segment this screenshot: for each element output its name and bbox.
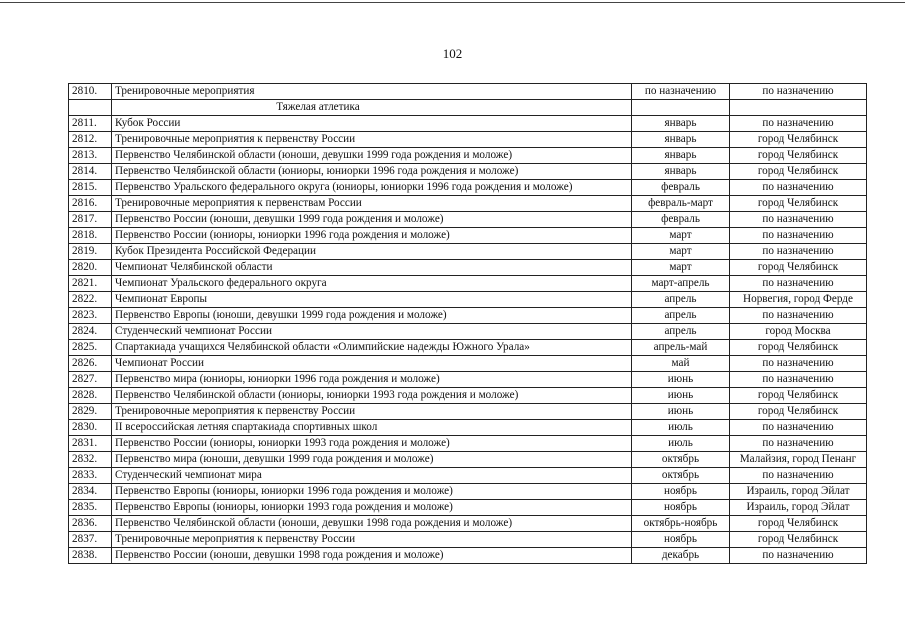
events-table-body bbox=[69, 84, 867, 564]
table-row bbox=[69, 548, 867, 564]
event-name: Первенство Европы (юниоры, юниорки 1993 года рождения и моложе) bbox=[112, 500, 632, 516]
page-number: 102 bbox=[442, 46, 463, 61]
row-number: 2815. bbox=[69, 180, 112, 196]
event-date: ноябрь bbox=[632, 532, 730, 548]
row-number: 2814. bbox=[69, 164, 112, 180]
event-name: Первенство мира (юноши, девушки 1999 года рождения и моложе) bbox=[112, 452, 632, 468]
event-place: по назначению bbox=[730, 548, 867, 564]
table-row bbox=[69, 356, 867, 372]
event-place: по назначению bbox=[730, 228, 867, 244]
event-date: декабрь bbox=[632, 548, 730, 564]
event-name: Кубок Президента Российской Федерации bbox=[112, 244, 632, 260]
table-row bbox=[69, 260, 867, 276]
event-place: город Челябинск bbox=[730, 532, 867, 548]
table-row bbox=[69, 164, 867, 180]
event-date: февраль bbox=[632, 180, 730, 196]
event-name: Тренировочные мероприятия к первенству России bbox=[112, 532, 632, 548]
event-date: март-апрель bbox=[632, 276, 730, 292]
event-date: по назначению bbox=[632, 84, 730, 100]
row-number: 2810. bbox=[69, 84, 112, 100]
event-place: Израиль, город Эйлат bbox=[730, 484, 867, 500]
event-place: по назначению bbox=[730, 372, 867, 388]
row-number: 2837. bbox=[69, 532, 112, 548]
event-place: по назначению bbox=[730, 308, 867, 324]
row-number: 2825. bbox=[69, 340, 112, 356]
event-place: по назначению bbox=[730, 436, 867, 452]
event-place: город Челябинск bbox=[730, 516, 867, 532]
event-name: Чемпионат Европы bbox=[112, 292, 632, 308]
row-number: 2821. bbox=[69, 276, 112, 292]
table-row bbox=[69, 420, 867, 436]
event-name: Чемпионат Уральского федерального округа bbox=[112, 276, 632, 292]
event-place: город Челябинск bbox=[730, 196, 867, 212]
table-row bbox=[69, 516, 867, 532]
event-date: май bbox=[632, 356, 730, 372]
table-row bbox=[69, 196, 867, 212]
row-number: 2819. bbox=[69, 244, 112, 260]
event-name: Первенство Челябинской области (юниоры, юниорки 1993 года рождения и моложе) bbox=[112, 388, 632, 404]
table-row bbox=[69, 116, 867, 132]
event-name: Первенство Челябинской области (юноши, девушки 1998 года рождения и моложе) bbox=[112, 516, 632, 532]
table-row bbox=[69, 308, 867, 324]
row-number: 2813. bbox=[69, 148, 112, 164]
event-place: по назначению bbox=[730, 180, 867, 196]
row-number: 2833. bbox=[69, 468, 112, 484]
event-date: январь bbox=[632, 148, 730, 164]
table-row bbox=[69, 180, 867, 196]
section-blank-cell bbox=[730, 100, 867, 116]
event-date: октябрь-ноябрь bbox=[632, 516, 730, 532]
row-number: 2832. bbox=[69, 452, 112, 468]
event-place: город Челябинск bbox=[730, 148, 867, 164]
table-row bbox=[69, 452, 867, 468]
event-name: Кубок России bbox=[112, 116, 632, 132]
row-number: 2823. bbox=[69, 308, 112, 324]
table-row bbox=[69, 324, 867, 340]
event-name: Студенческий чемпионат России bbox=[112, 324, 632, 340]
event-date: март bbox=[632, 260, 730, 276]
event-place: по назначению bbox=[730, 356, 867, 372]
table-row bbox=[69, 148, 867, 164]
event-date: июнь bbox=[632, 372, 730, 388]
event-date: июль bbox=[632, 436, 730, 452]
section-blank-cell bbox=[69, 100, 112, 116]
event-date: январь bbox=[632, 116, 730, 132]
event-date: январь bbox=[632, 164, 730, 180]
event-date: апрель bbox=[632, 324, 730, 340]
events-table bbox=[68, 83, 867, 564]
row-number: 2812. bbox=[69, 132, 112, 148]
event-place: по назначению bbox=[730, 84, 867, 100]
event-date: октябрь bbox=[632, 452, 730, 468]
row-number: 2816. bbox=[69, 196, 112, 212]
event-name: Тренировочные мероприятия к первенству России bbox=[112, 132, 632, 148]
row-number: 2831. bbox=[69, 436, 112, 452]
event-place: город Москва bbox=[730, 324, 867, 340]
section-title: Тяжелая атлетика bbox=[112, 100, 632, 116]
row-number: 2817. bbox=[69, 212, 112, 228]
row-number: 2834. bbox=[69, 484, 112, 500]
event-date: ноябрь bbox=[632, 500, 730, 516]
event-date: июнь bbox=[632, 388, 730, 404]
row-number: 2824. bbox=[69, 324, 112, 340]
event-place: по назначению bbox=[730, 468, 867, 484]
table-row bbox=[69, 484, 867, 500]
event-name: Тренировочные мероприятия к первенствам России bbox=[112, 196, 632, 212]
event-name: Первенство Челябинской области (юноши, девушки 1999 года рождения и моложе) bbox=[112, 148, 632, 164]
row-number: 2835. bbox=[69, 500, 112, 516]
event-place: по назначению bbox=[730, 276, 867, 292]
event-place: Норвегия, город Ферде bbox=[730, 292, 867, 308]
event-place: город Челябинск bbox=[730, 388, 867, 404]
event-place: город Челябинск bbox=[730, 340, 867, 356]
event-date: февраль bbox=[632, 212, 730, 228]
table-row bbox=[69, 276, 867, 292]
table-row bbox=[69, 468, 867, 484]
row-number: 2830. bbox=[69, 420, 112, 436]
event-name: Первенство России (юноши, девушки 1999 года рождения и моложе) bbox=[112, 212, 632, 228]
table-row bbox=[69, 84, 867, 100]
event-place: по назначению bbox=[730, 116, 867, 132]
event-name: Первенство России (юниоры, юниорки 1993 года рождения и моложе) bbox=[112, 436, 632, 452]
top-rule bbox=[0, 2, 905, 3]
event-name: Чемпионат России bbox=[112, 356, 632, 372]
event-date: октябрь bbox=[632, 468, 730, 484]
event-name: Первенство мира (юниоры, юниорки 1996 года рождения и моложе) bbox=[112, 372, 632, 388]
table-row bbox=[69, 388, 867, 404]
event-name: Спартакиада учащихся Челябинской области «Олимпийские надежды Южного Урала» bbox=[112, 340, 632, 356]
row-number: 2820. bbox=[69, 260, 112, 276]
event-place: по назначению bbox=[730, 420, 867, 436]
event-date: апрель bbox=[632, 292, 730, 308]
event-name: Тренировочные мероприятия к первенству России bbox=[112, 404, 632, 420]
table-row bbox=[69, 132, 867, 148]
table-row bbox=[69, 404, 867, 420]
row-number: 2828. bbox=[69, 388, 112, 404]
event-name: Тренировочные мероприятия bbox=[112, 84, 632, 100]
row-number: 2818. bbox=[69, 228, 112, 244]
event-date: июнь bbox=[632, 404, 730, 420]
row-number: 2836. bbox=[69, 516, 112, 532]
row-number: 2829. bbox=[69, 404, 112, 420]
event-place: по назначению bbox=[730, 212, 867, 228]
event-date: январь bbox=[632, 132, 730, 148]
event-date: апрель-май bbox=[632, 340, 730, 356]
event-name: Первенство Европы (юноши, девушки 1999 года рождения и моложе) bbox=[112, 308, 632, 324]
row-number: 2827. bbox=[69, 372, 112, 388]
event-date: февраль-март bbox=[632, 196, 730, 212]
table-row bbox=[69, 532, 867, 548]
event-name: II всероссийская летняя спартакиада спортивных школ bbox=[112, 420, 632, 436]
section-blank-cell bbox=[632, 100, 730, 116]
event-place: Малайзия, город Пенанг bbox=[730, 452, 867, 468]
event-date: ноябрь bbox=[632, 484, 730, 500]
table-row bbox=[69, 292, 867, 308]
row-number: 2826. bbox=[69, 356, 112, 372]
table-row bbox=[69, 212, 867, 228]
table-row bbox=[69, 436, 867, 452]
event-place: город Челябинск bbox=[730, 164, 867, 180]
event-date: апрель bbox=[632, 308, 730, 324]
event-date: июль bbox=[632, 420, 730, 436]
table-row bbox=[69, 500, 867, 516]
event-place: город Челябинск bbox=[730, 260, 867, 276]
event-place: по назначению bbox=[730, 244, 867, 260]
event-place: Израиль, город Эйлат bbox=[730, 500, 867, 516]
event-name: Первенство Европы (юниоры, юниорки 1996 года рождения и моложе) bbox=[112, 484, 632, 500]
table-row bbox=[69, 372, 867, 388]
event-name: Первенство России (юноши, девушки 1998 года рождения и моложе) bbox=[112, 548, 632, 564]
table-row bbox=[69, 244, 867, 260]
event-name: Чемпионат Челябинской области bbox=[112, 260, 632, 276]
event-place: город Челябинск bbox=[730, 404, 867, 420]
event-name: Первенство Уральского федерального округа (юниоры, юниорки 1996 года рождения и моложе) bbox=[112, 180, 632, 196]
event-place: город Челябинск bbox=[730, 132, 867, 148]
event-date: март bbox=[632, 228, 730, 244]
table-row bbox=[69, 228, 867, 244]
section-row bbox=[69, 100, 867, 116]
row-number: 2838. bbox=[69, 548, 112, 564]
event-date: март bbox=[632, 244, 730, 260]
row-number: 2811. bbox=[69, 116, 112, 132]
event-name: Первенство Челябинской области (юниоры, юниорки 1996 года рождения и моложе) bbox=[112, 164, 632, 180]
table-row bbox=[69, 340, 867, 356]
event-name: Студенческий чемпионат мира bbox=[112, 468, 632, 484]
event-name: Первенство России (юниоры, юниорки 1996 года рождения и моложе) bbox=[112, 228, 632, 244]
row-number: 2822. bbox=[69, 292, 112, 308]
